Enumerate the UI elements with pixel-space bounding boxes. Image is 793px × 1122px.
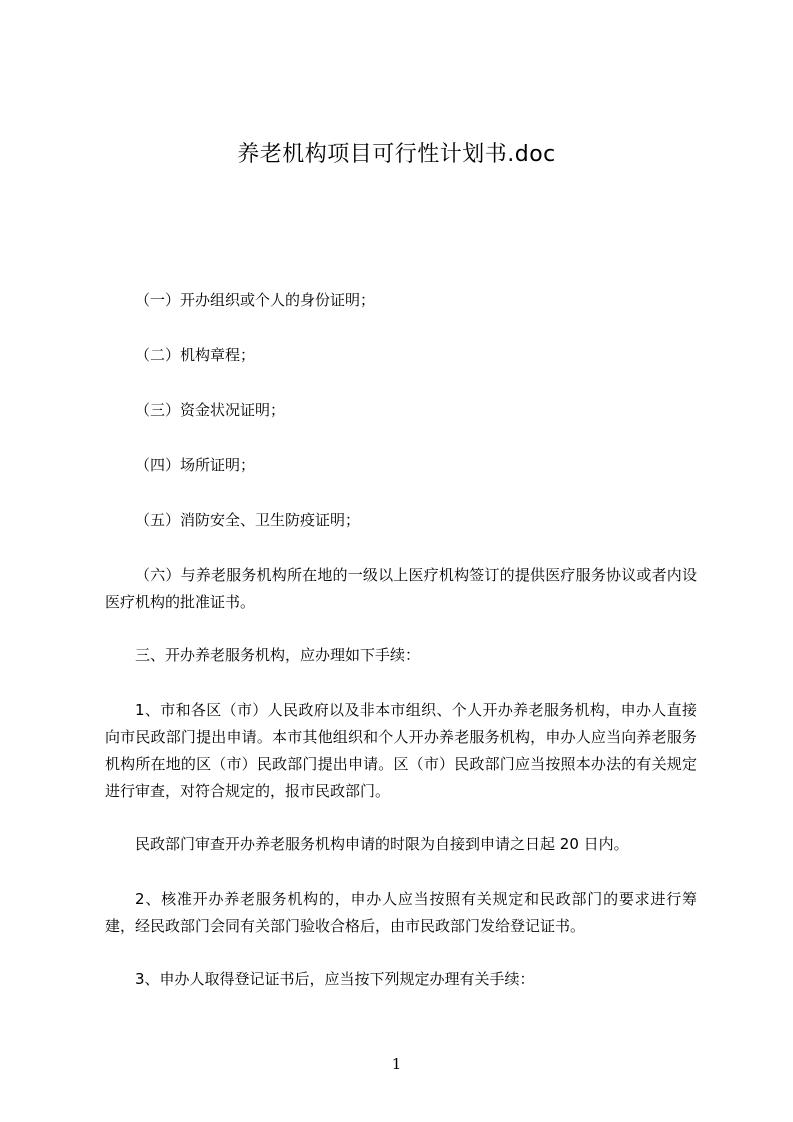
document-body (105, 287, 697, 1021)
document-title: 养老机构项目可行性计划书.doc (237, 142, 556, 167)
paragraph-step-2: 2、核准开办养老服务机构的，申办人应当按照有关规定和民政部门的要求进行筹建，经民政部门会同有关部门验收合格后，由市民政部门发给登记证书。 (105, 890, 697, 935)
list-item: （三）资金状况证明； (135, 401, 286, 419)
list-item: （四）场所证明； (135, 456, 256, 474)
paragraph-step-3: 3、申办人取得登记证书后，应当按下列规定办理有关手续： (135, 970, 535, 988)
list-item: （五）消防安全、卫生防疫证明； (135, 511, 361, 529)
list-item: （一）开办组织或个人的身份证明； (135, 291, 376, 309)
paragraph-step-1: 1、市和各区（市）人民政府以及非本市组织、个人开办养老服务机构，申办人直接向市民政部门提出申请。本市其他组织和个人开办养老服务机构，申办人应当向养老服务机构所在地的区（市）民政部门提出申请。区（市）民政部门应当按照本办法的有关规定进行审查，对符合规定的，报市民政部门。 (105, 701, 697, 800)
page-number: 1 (391, 1055, 402, 1073)
paragraph-deadline: 民政部门审查开办养老服务机构申请的时限为自接到申请之日起 20 日内。 (135, 835, 629, 853)
list-item: （二）机构章程； (135, 346, 256, 364)
section-heading: 三、开办养老服务机构，应办理如下手续： (135, 646, 421, 664)
list-item-six: （六）与养老服务机构所在地的一级以上医疗机构签订的提供医疗服务协议或者内设医疗机构的批准证书。 (105, 566, 697, 611)
